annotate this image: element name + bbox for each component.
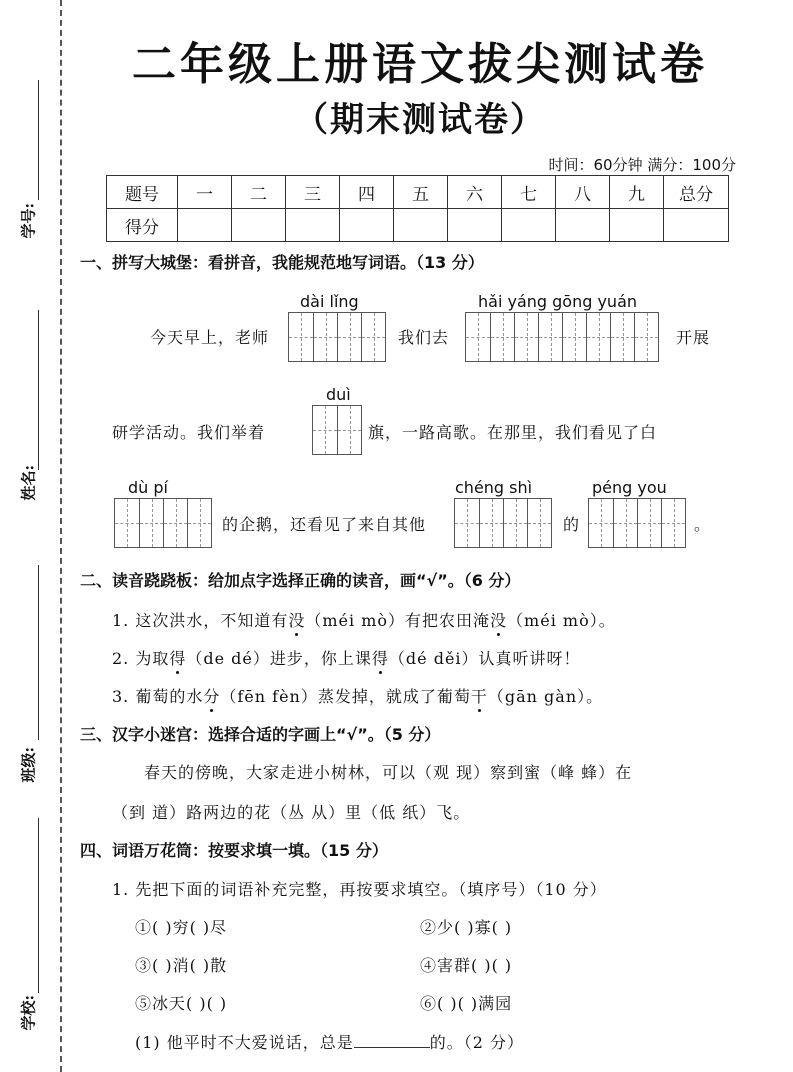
- score-cell[interactable]: [340, 209, 394, 242]
- page-title: 二年级上册语文拔尖测试卷: [132, 39, 708, 90]
- question2-1: 1. 这次洪水，不知道有没（méi mò）有把农田淹没（méi mò）。: [112, 611, 616, 630]
- score-table: [106, 175, 729, 242]
- score-cell[interactable]: [232, 209, 286, 242]
- score-cell[interactable]: [502, 209, 556, 242]
- pinyin-peng-you: péng you: [592, 478, 667, 497]
- writing-grid-peng-you[interactable]: [588, 498, 686, 548]
- pinyin-dui: duì: [326, 385, 351, 404]
- score-col-8: 八: [556, 176, 610, 209]
- section2-heading: 二、读音跷跷板：给加点字选择正确的读音，画“√”。（6 分）: [80, 571, 521, 590]
- pinyin-dai-ling: dài lǐng: [300, 292, 359, 311]
- score-table-header-row: [107, 176, 729, 209]
- school-label: 学校:: [19, 994, 38, 1031]
- word-item-6[interactable]: ⑥( )( )满园: [420, 994, 513, 1013]
- score-col-2: 二: [232, 176, 286, 209]
- section4-heading: 四、词语万花筒：按要求填一填。（15 分）: [80, 841, 388, 860]
- section3-heading: 三、汉字小迷宫：选择合适的字画上“√”。（5 分）: [80, 725, 441, 744]
- exam-meta: 时间：60分钟 满分：100分: [548, 156, 736, 174]
- word-item-5[interactable]: ⑤冰天( )( ): [135, 994, 228, 1013]
- page-subtitle: （期末测试卷）: [294, 100, 546, 140]
- sentence-line1-mid: 我们去: [398, 328, 450, 347]
- score-col-3: 三: [286, 176, 340, 209]
- score-col-5: 五: [394, 176, 448, 209]
- word-item-3[interactable]: ③( )消( )散: [135, 956, 228, 975]
- word-item-2[interactable]: ②少( )寡( ): [420, 918, 513, 937]
- subquestion-4-1-1: (1) 他平时不大爱说话，总是 的。（2 分）: [135, 1033, 525, 1052]
- writing-grid-hai-yang-gong-yuan[interactable]: [465, 312, 659, 362]
- section3-line1: 春天的傍晚，大家走进小树林，可以（观 现）察到蜜（峰 蜂）在: [144, 763, 633, 782]
- question4-1: 1. 先把下面的词语补充完整，再按要求填空。（填序号）（10 分）: [112, 880, 607, 899]
- score-cell[interactable]: [664, 209, 729, 242]
- question2-3: 3. 葡萄的水分（fēn fèn）蒸发掉，就成了葡萄干（gān gàn）。: [112, 687, 604, 706]
- section1-heading: 一、拼写大城堡：看拼音，我能规范地写词语。（13 分）: [80, 253, 484, 272]
- sentence-line3-mid2: 的: [563, 515, 581, 534]
- answer-blank[interactable]: [354, 1047, 430, 1048]
- student-number-line[interactable]: [38, 80, 39, 200]
- sentence-line3-mid1: 的企鹅，还看见了来自其他: [222, 515, 427, 534]
- writing-grid-dui[interactable]: [312, 405, 362, 455]
- score-col-9: 九: [610, 176, 664, 209]
- name-label: 姓名:: [19, 464, 38, 501]
- score-table-score-row: [107, 209, 729, 242]
- question2-2: 2. 为取得（de dé）进步，你上课得（dé děi）认真听讲呀！: [112, 649, 581, 668]
- score-cell[interactable]: [448, 209, 502, 242]
- class-label: 班级:: [19, 746, 38, 783]
- word-item-1[interactable]: ①( )穷( )尽: [135, 918, 228, 937]
- name-line[interactable]: [38, 310, 39, 470]
- score-row-label: 得分: [107, 209, 178, 242]
- score-col-4: 四: [340, 176, 394, 209]
- score-cell[interactable]: [556, 209, 610, 242]
- score-cell[interactable]: [286, 209, 340, 242]
- sentence-line1-start: 今天早上，老师: [150, 328, 270, 347]
- sentence-line2-end: 旗，一路高歌。在那里，我们看见了白: [368, 423, 658, 442]
- score-cell[interactable]: [610, 209, 664, 242]
- word-item-4[interactable]: ④害群( )( ): [420, 956, 513, 975]
- school-line[interactable]: [38, 818, 39, 993]
- score-col-1: 一: [178, 176, 232, 209]
- score-cell[interactable]: [178, 209, 232, 242]
- score-cell[interactable]: [394, 209, 448, 242]
- writing-grid-du-pi[interactable]: [114, 498, 212, 548]
- class-line[interactable]: [38, 565, 39, 740]
- section3-line2: （到 道）路两边的花（丛 从）里（低 纸）飞。: [112, 803, 471, 822]
- pinyin-cheng-shi: chéng shì: [455, 478, 533, 497]
- sentence-line2-start: 研学活动。我们举着: [112, 423, 266, 442]
- binding-dashed-line: [60, 0, 62, 1072]
- student-number-label: 学号:: [19, 202, 38, 239]
- sentence-line1-end: 开展: [676, 328, 711, 347]
- pinyin-du-pi: dù pí: [128, 478, 168, 497]
- writing-grid-dai-ling[interactable]: [288, 312, 386, 362]
- score-col-label: 题号: [107, 176, 178, 209]
- score-col-total: 总分: [664, 176, 729, 209]
- pinyin-hai-yang-gong-yuan: hǎi yáng gōng yuán: [478, 292, 638, 311]
- sentence-line3-end: 。: [694, 515, 712, 534]
- score-col-7: 七: [502, 176, 556, 209]
- writing-grid-cheng-shi[interactable]: [454, 498, 552, 548]
- score-col-6: 六: [448, 176, 502, 209]
